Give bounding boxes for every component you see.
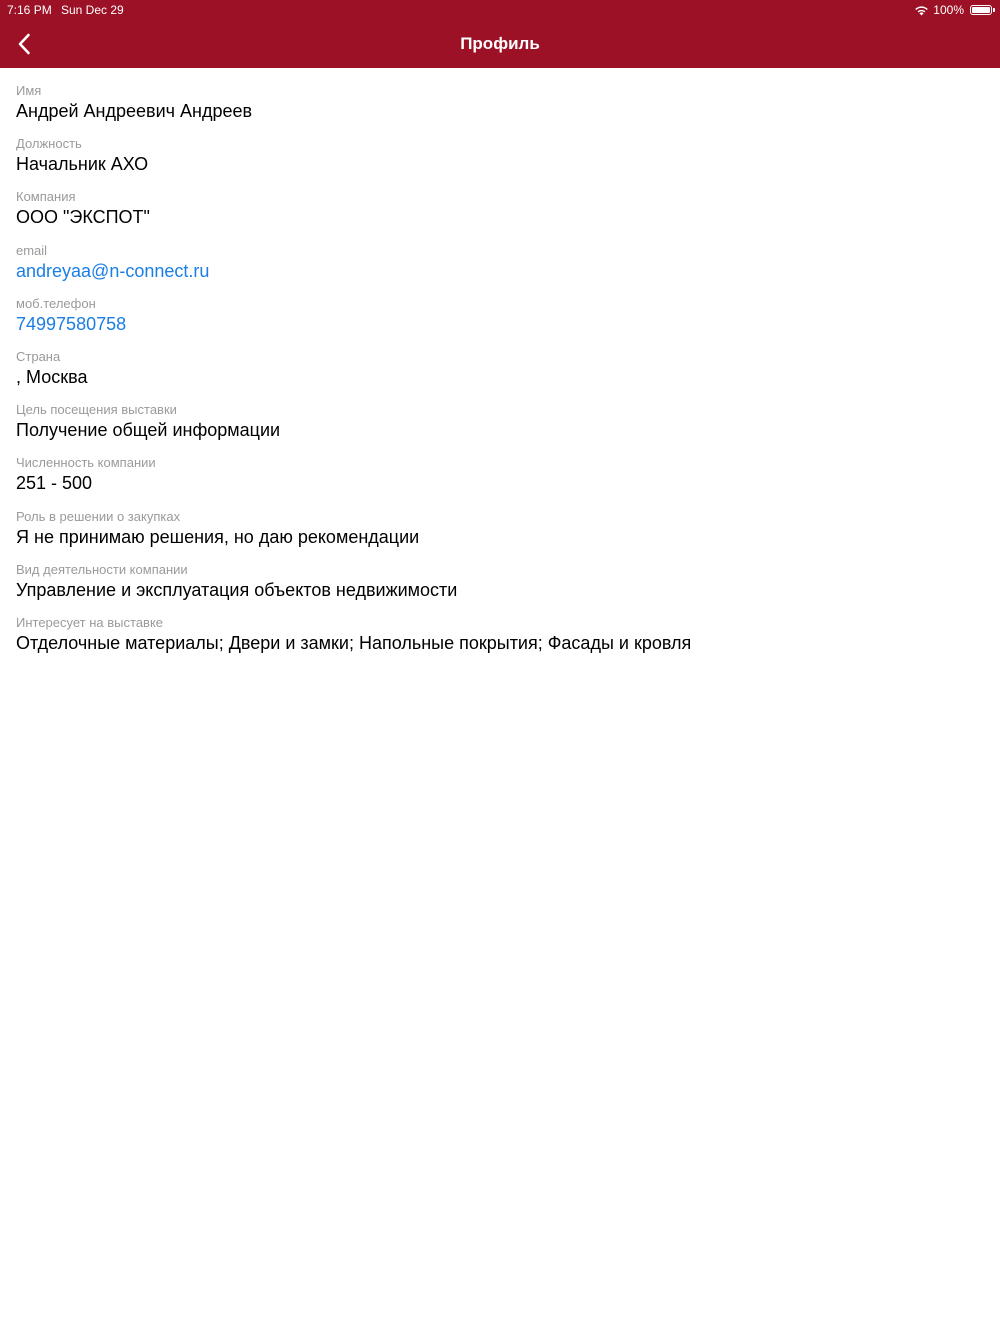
battery-percent: 100%	[933, 3, 964, 17]
field-value: , Москва	[16, 366, 88, 387]
field-value: Управление и эксплуатация объектов недвижимости	[16, 579, 458, 600]
profile-field	[16, 508, 984, 561]
field-value: Я не принимаю решения, но даю рекомендации	[16, 526, 420, 547]
field-label: Роль в решении о закупках	[16, 508, 181, 524]
field-label: Вид деятельности компании	[16, 561, 188, 577]
profile-field	[16, 401, 984, 454]
field-label: моб.телефон	[16, 295, 96, 311]
profile-field	[16, 614, 984, 667]
profile-field	[16, 348, 984, 401]
profile-field	[16, 135, 984, 188]
field-value: Отделочные материалы; Двери и замки; Напольные покрытия; Фасады и кровля	[16, 632, 692, 653]
profile-field	[16, 454, 984, 507]
wifi-icon	[914, 5, 929, 16]
status-right	[914, 0, 992, 20]
field-label: email	[16, 242, 48, 258]
profile-field	[16, 561, 984, 614]
field-value: Андрей Андреевич Андреев	[16, 101, 253, 121]
field-value-link[interactable]: 74997580758	[16, 313, 127, 334]
status-time: 7:16 PM	[7, 3, 52, 17]
field-label: Численность компании	[16, 455, 156, 471]
field-label: Страна	[16, 348, 61, 364]
status-bar	[0, 0, 1000, 20]
field-value: Начальник АХО	[16, 154, 149, 175]
profile-field	[16, 188, 984, 241]
field-label: Имя	[16, 83, 42, 98]
field-label: Должность	[16, 136, 82, 152]
field-value: Получение общей информации	[16, 420, 281, 441]
top-bar	[0, 0, 1000, 68]
field-label: Интересует на выставке	[16, 614, 164, 630]
profile-field	[16, 242, 984, 295]
battery-icon	[970, 5, 992, 15]
profile-field	[16, 295, 984, 348]
field-value-link[interactable]: andreyaa@n-connect.ru	[16, 260, 210, 281]
field-label: Компания	[16, 189, 76, 205]
field-value: ООО "ЭКСПОТ"	[16, 207, 150, 228]
profile-fields	[16, 82, 984, 667]
battery-level	[972, 7, 990, 13]
status-date: Sun Dec 29	[61, 3, 124, 17]
profile-field	[16, 82, 984, 135]
page-title: Профиль	[460, 34, 540, 53]
field-value: 251 - 500	[16, 473, 93, 494]
navigation-bar	[0, 20, 1000, 68]
field-label: Цель посещения выставки	[16, 402, 177, 418]
